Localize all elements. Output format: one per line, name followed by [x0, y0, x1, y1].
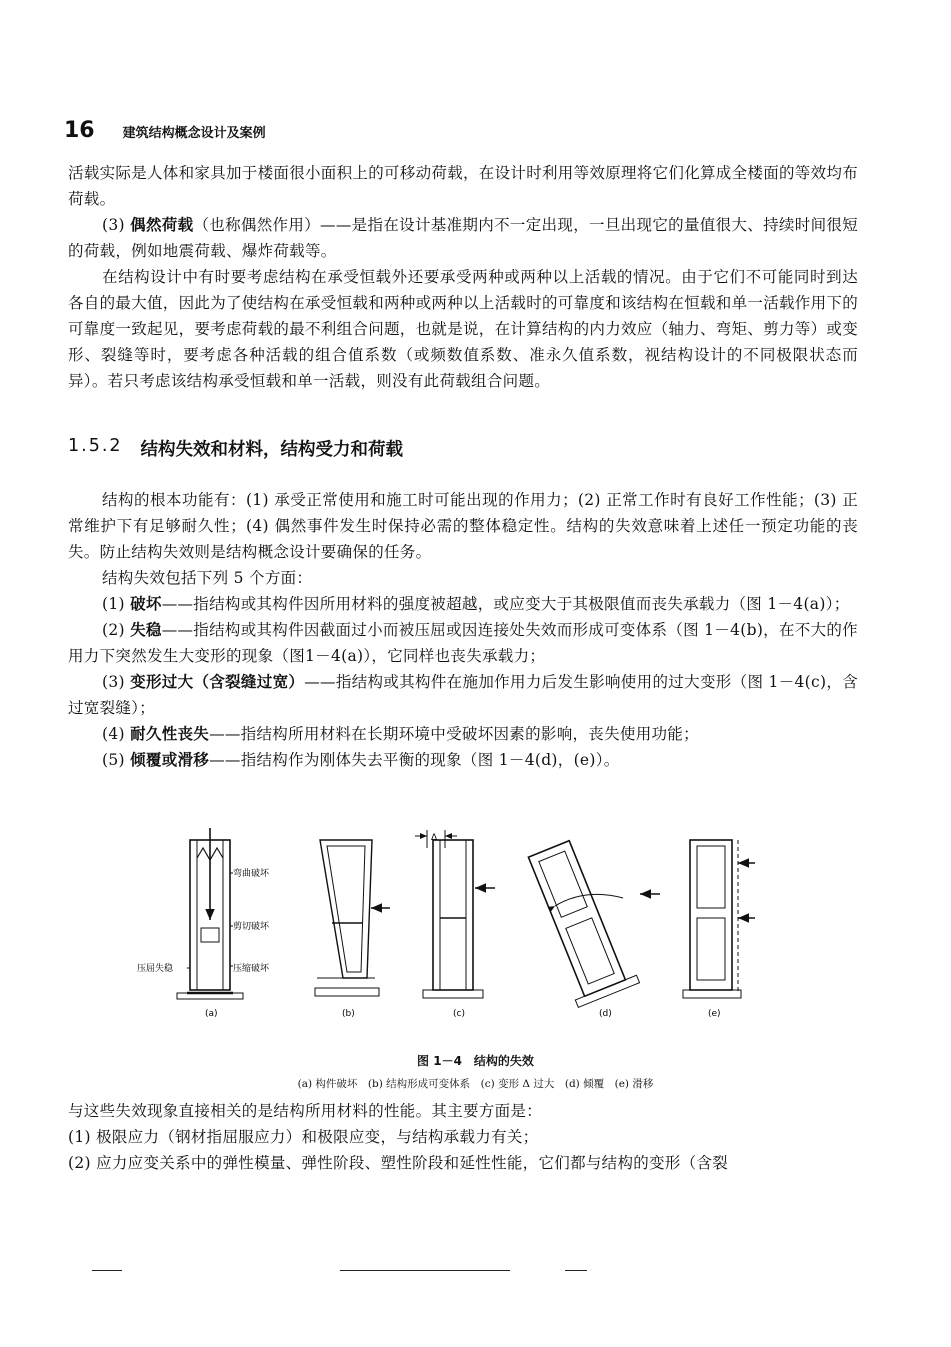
label-shear: 剪切破坏	[233, 922, 270, 932]
failure-item: (4) 耐久性丧失——指结构所用材料在长期环境中受破坏因素的影响，丧失使用功能；	[102, 725, 699, 743]
figure-caption-subtitle: (a) 构件破坏 (b) 结构形成可变体系 (c) 变形 Δ 过大 (d) 倾覆 (e) 滑移	[297, 1078, 654, 1090]
figure-caption-title: 图 1－4 结构的失效	[417, 1054, 534, 1068]
mid-text	[68, 487, 858, 773]
label-delta: Δ	[431, 833, 438, 843]
label-bending: 弯曲破坏	[233, 869, 270, 879]
section-heading	[68, 436, 403, 461]
failure-item: (2) 失稳——指结构或其构件因截面过小而被压屈或因连接处失效而形成可变体系（图 1－4(b)，在不大的作用力下突然发生大变形的现象（图1－4(a)），它同样也丧失承载力；	[68, 621, 858, 665]
sub-a: (a)	[205, 1009, 218, 1019]
failure-item: (1) 破坏——指结构或其构件因所用材料的强度被超越，或应变大于其极限值而丧失承载力（图 1－4(a)）；	[102, 595, 850, 613]
term-accidental-load: 偶然荷载	[130, 216, 194, 234]
failure-item: (5) 倾覆或滑移——指结构作为刚体失去平衡的现象（图 1－4(d)，(e)）。	[102, 751, 620, 769]
paragraph: 与这些失效现象直接相关的是结构所用材料的性能。其主要方面是：	[68, 1102, 543, 1120]
scan-artifact	[340, 1270, 510, 1271]
diagram-d-overturning	[519, 836, 639, 1007]
paragraph: 在结构设计中有时要考虑结构在承受恒载外还要承受两种或两种以上活载的情况。由于它们不可能同时到达各自的最大值，因此为了使结构在承受恒载和两种或两种以上活载时的可靠度和该结构在恒载和单一活载作用下的可靠度一致起见，要考虑荷载的最不利组合问题，也就是说，在计算结构的内力效应（轴力、弯矩、剪力等）或变形、裂缝等时，要考虑各种活载的组合值系数（或频数值系数、准永久值系数，视结构设计的不同极限状态而异）。若只考虑该结构承受恒载和单一活载，则没有此荷载组合问题。	[68, 268, 859, 390]
paragraph: 活载实际是人体和家具加于楼面很小面积上的可移动荷载，在设计时利用等效原理将它们化算成全楼面的等效均布荷载。	[68, 164, 859, 208]
section-number: 1.5.2	[68, 436, 123, 456]
section-title: 结构失效和材料，结构受力和荷载	[140, 440, 404, 460]
running-title: 建筑结构概念设计及案例	[122, 126, 266, 141]
diagram-e-sliding	[683, 840, 755, 998]
paragraph-accidental-load: (3) 偶然荷载（也称偶然作用）——是指在设计基准期内不一定出现，一旦出现它的量值很大、持续时间很短的荷载，例如地震荷载、爆炸荷载等。	[68, 216, 859, 260]
figure-structural-failure	[135, 828, 755, 1028]
label-buckling: 压屈失稳	[137, 964, 174, 974]
page-header	[64, 118, 266, 143]
scan-artifact	[92, 1270, 122, 1271]
diagram-c-deformation	[415, 830, 495, 998]
failure-item: (3) 变形过大（含裂缝过宽）——指结构或其构件在施加作用力后发生影响使用的过大变形（图 1－4(c)，含过宽裂缝）；	[68, 673, 858, 717]
sub-d: (d)	[599, 1009, 612, 1019]
scan-artifact	[565, 1270, 587, 1271]
label-crushing: 压缩破坏	[233, 964, 270, 974]
diagram-b-mechanism	[315, 840, 390, 996]
top-text	[68, 160, 858, 394]
bottom-text	[68, 1098, 858, 1176]
paragraph: 结构的根本功能有：(1) 承受正常使用和施工时可能出现的作用力；(2) 正常工作时有良好工作性能；(3) 正常维护下有足够耐久性；(4) 偶然事件发生时保持必需的整体稳定性。结构的失效意味着上述任一预定功能的丧失。防止结构失效则是结构概念设计要确保的任务。	[68, 491, 858, 561]
paragraph: (2) 应力应变关系中的弹性模量、弹性阶段、塑性阶段和延性性能，它们都与结构的变形（含裂	[68, 1154, 729, 1172]
paragraph: 结构失效包括下列 5 个方面：	[102, 569, 313, 587]
sub-c: (c)	[453, 1009, 465, 1019]
sub-e: (e)	[708, 1009, 721, 1019]
paragraph: (1) 极限应力（钢材指屈服应力）和极限应变，与结构承载力有关；	[68, 1128, 539, 1146]
sub-b: (b)	[342, 1009, 355, 1019]
page-number: 16	[64, 118, 95, 143]
